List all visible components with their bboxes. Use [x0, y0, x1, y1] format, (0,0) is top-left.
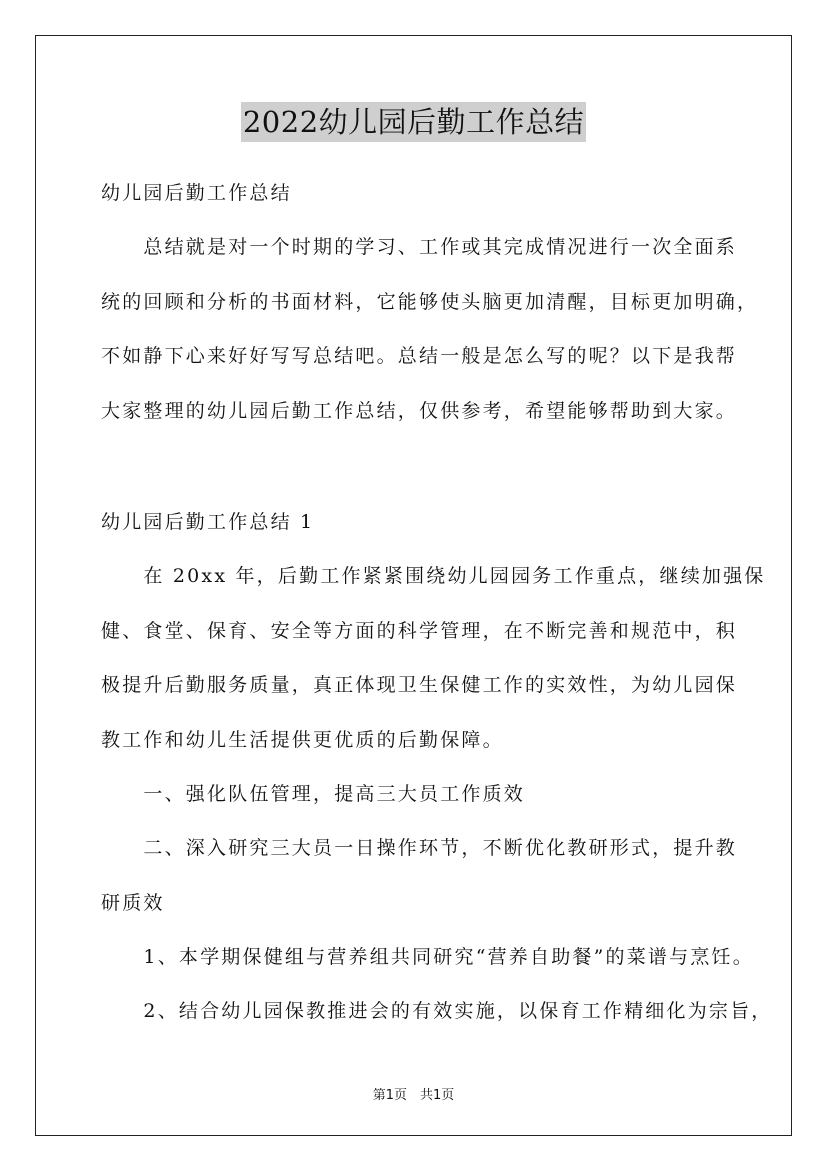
- paragraph-line: 2、结合幼儿园保教推进会的有效实施，以保育工作精细化为宗旨，: [101, 1000, 773, 1023]
- page-footer: 第1页 共1页: [372, 1088, 455, 1103]
- paragraph-line: 总结就是对一个时期的学习、工作或其完成情况进行一次全面系: [101, 236, 738, 259]
- blank-line: [101, 442, 737, 499]
- document-body: [101, 170, 773, 1043]
- title-container: [0, 102, 827, 142]
- paragraph-line: 健、食堂、保育、安全等方面的科学管理，在不断完善和规范中，积: [101, 619, 738, 642]
- paragraph-line: 教工作和幼儿生活提供更优质的后勤保障。: [101, 728, 504, 751]
- paragraph-line: 在 20xx 年，后勤工作紧紧围绕幼儿园园务工作重点，继续加强保: [101, 565, 766, 588]
- paragraph-line: 统的回顾和分析的书面材料，它能够使头脑更加清醒，目标更加明确，: [101, 290, 759, 313]
- paragraph-line: 研质效: [101, 891, 165, 914]
- paragraph-line: 1、本学期保健组与营养组共同研究“营养自助餐”的菜谱与烹饪。: [101, 946, 754, 969]
- section-heading: 幼儿园后勤工作总结: [101, 182, 292, 204]
- paragraph-line: 一、强化队伍管理，提高三大员工作质效: [101, 782, 526, 805]
- paragraph-line: 二、深入研究三大员一日操作环节，不断优化教研形式，提升教: [101, 837, 738, 860]
- section-heading: 幼儿园后勤工作总结 1: [101, 510, 315, 533]
- paragraph-line: 大家整理的幼儿园后勤工作总结，仅供参考，希望能够帮助到大家。: [101, 399, 738, 422]
- paragraph-line: 极提升后勤服务质量，真正体现卫生保健工作的实效性，为幼儿园保: [101, 674, 738, 697]
- document-title: 2022幼儿园后勤工作总结: [241, 102, 586, 142]
- paragraph-line: 不如静下心来好好写写总结吧。总结一般是怎么写的呢？以下是我帮: [101, 345, 738, 368]
